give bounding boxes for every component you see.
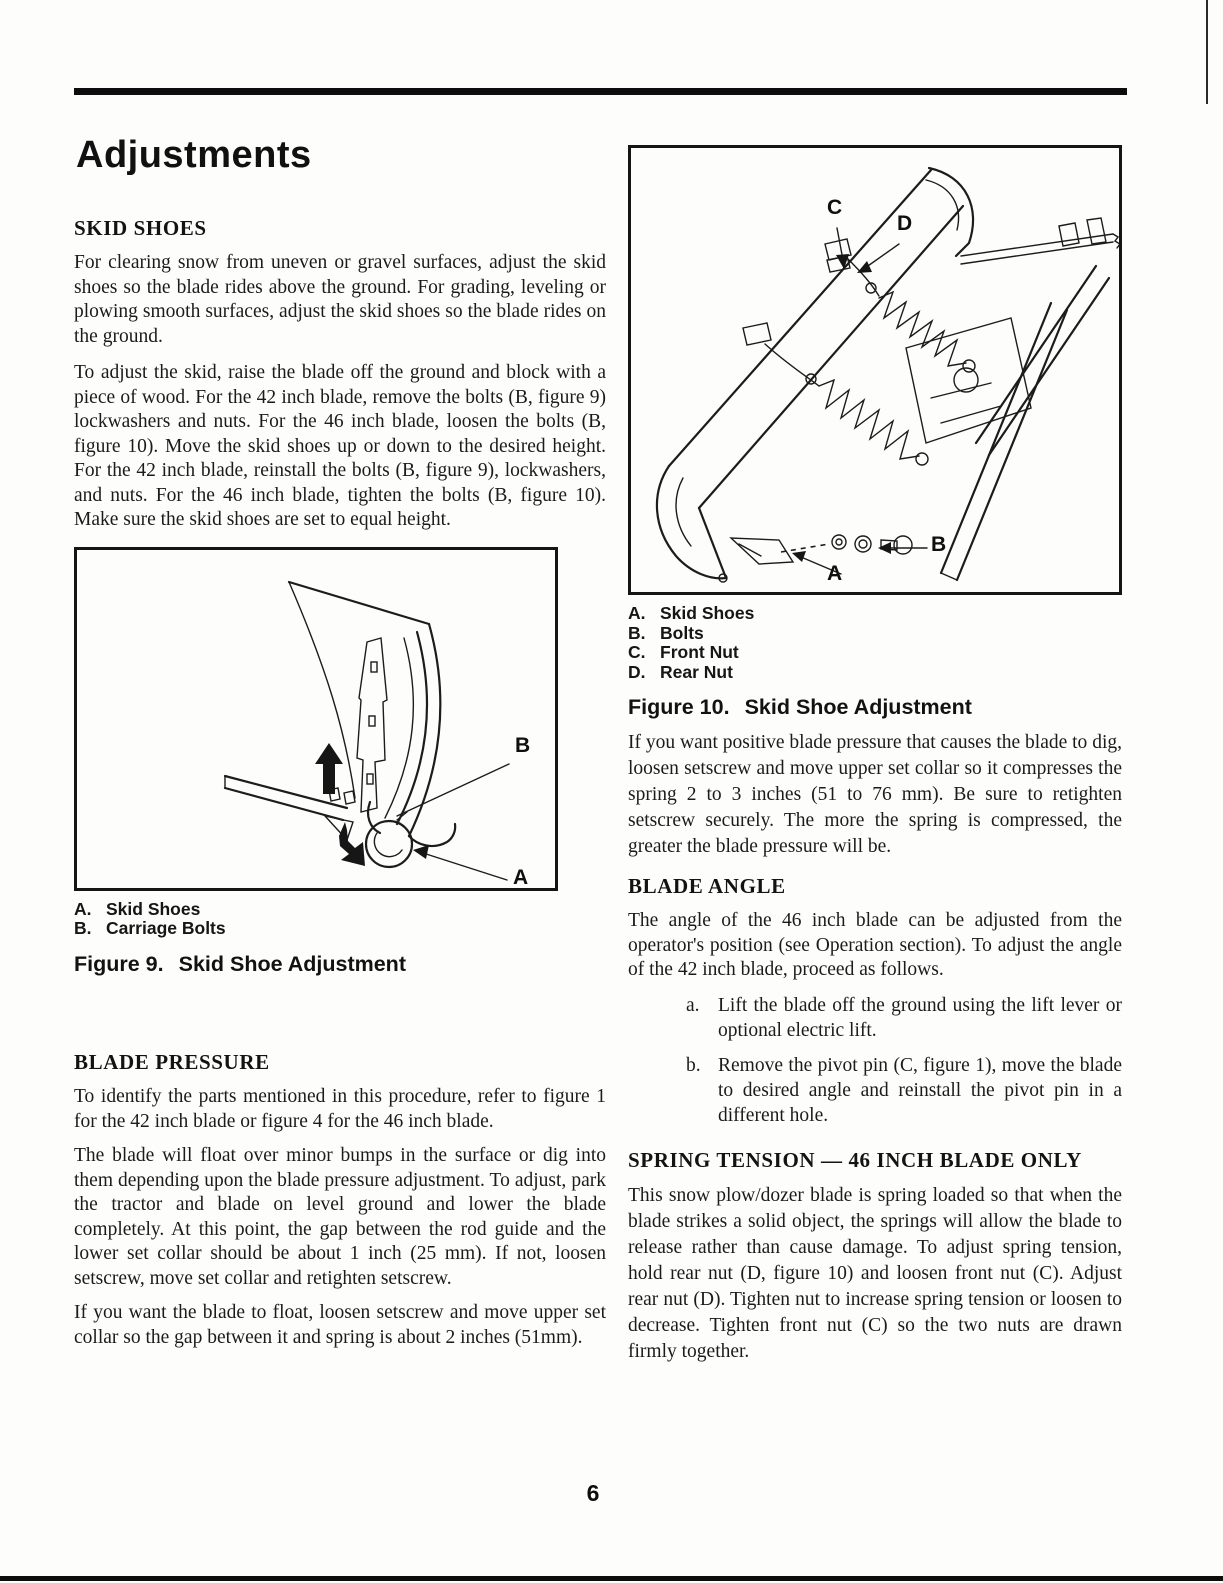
top-rule	[74, 88, 1127, 95]
paragraph-blade-pressure-2: The blade will float over minor bumps in the surface or dig into them depending upon the blade pressure adjustment. To adjust, park the tractor and blade on level ground and lower the blade completely. At this point, the gap between the rod guide and the lower set collar should be about 1 inch (25 mm). If not, loosen setscrew, move set collar and retighten setscrew.	[74, 1145, 606, 1289]
paragraph-skid-shoes-2: To adjust the skid, raise the blade off the ground and block with a piece of wood. For the 42 inch blade, remove the bolts (B, figure 9) lockwashers and nuts. For the 46 inch blade, loosen the bolts (B, figure 10). Move the skid shoes up or down to the desired height. For the 42 inch blade, reinstall the bolts (B, figure 9), lockwashers, and nuts. For the 46 inch blade, tighten the bolts (B, figure 10). Make sure the skid shoes are set to equal height.	[74, 362, 606, 530]
paragraph-blade-pressure-3: If you want the blade to float, loosen setscrew and move upper set collar so the gap between it and spring is about 2 inches (51mm).	[74, 1302, 606, 1348]
figure10-caption: Figure 10. Skid Shoe Adjustment	[628, 695, 972, 719]
scan-artifact	[1206, 0, 1208, 104]
left-column	[74, 216, 606, 977]
figure9-image	[74, 547, 558, 891]
spring-tension-section	[628, 1148, 1122, 1365]
figure9-key-item: A. Skid Shoes	[74, 898, 201, 919]
paragraph-skid-shoes-1: For clearing snow from uneven or gravel surfaces, adjust the skid shoes so the blade rides above the ground. For grading, leveling or plowing smooth surfaces, adjust the skid shoes so the blade rides on the ground.	[74, 252, 606, 347]
page-number: 6	[586, 1480, 600, 1506]
figure9-drawing	[77, 550, 555, 888]
page-title: Adjustments	[76, 134, 312, 176]
list-item-a: a. Lift the blade off the ground using the lift lever or optional electric lift.	[686, 994, 1122, 1041]
figure10-drawing	[631, 148, 1119, 592]
figure9-caption: Figure 9. Skid Shoe Adjustment	[74, 951, 406, 976]
figure10-key-item: C. Front Nut	[628, 642, 739, 662]
bottom-rule	[0, 1576, 1223, 1581]
right-column	[628, 145, 1122, 860]
paragraph-blade-angle: The angle of the 46 inch blade can be adjusted from the operator's position (see Operation section). To adjust the angle of the 42 inch blade, proceed as follows.	[628, 910, 1122, 980]
figure10-callout-d: D	[897, 212, 913, 235]
figure10-callout-c: C	[827, 196, 843, 219]
figure10-image	[628, 145, 1122, 595]
figure10-key-item: A. Skid Shoes	[628, 603, 755, 623]
blade-angle-section	[628, 874, 1122, 1128]
section-heading-spring-tension: SPRING TENSION — 46 INCH BLADE ONLY	[628, 1148, 1082, 1172]
paragraph-blade-pressure-1: To identify the parts mentioned in this procedure, refer to figure 1 for the 42 inch blade or figure 4 for the 46 inch blade.	[74, 1086, 606, 1132]
figure10-key	[628, 604, 1122, 682]
list-item-b: b. Remove the pivot pin (C, figure 1), move the blade to desired angle and reinstall the pivot pin in a different hole.	[686, 1054, 1122, 1126]
figure9-callout-b: B	[515, 733, 531, 757]
section-heading-blade-pressure: BLADE PRESSURE	[74, 1050, 270, 1074]
figure10-key-item: D. Rear Nut	[628, 661, 733, 682]
figure9-key-item: B. Carriage Bolts	[74, 918, 226, 938]
figure9-callout-a: A	[513, 865, 529, 889]
figure9-key	[74, 900, 606, 939]
figure10-callout-a: A	[827, 562, 843, 585]
figure10-key-item: B. Bolts	[628, 622, 704, 643]
section-heading-skid-shoes: SKID SHOES	[74, 216, 207, 240]
figure10-callout-b: B	[931, 533, 947, 556]
paragraph-spring-tension: This snow plow/dozer blade is spring loaded so that when the blade strikes a solid object, the springs will allow the blade to release rather than cause damage. To adjust spring tension, hold rear nut (D, figure 10) and loosen front nut (C). Adjust rear nut (D). Tighten nut to increase spring tension or loosen to decrease. Tighten front nut (C) so the two nuts are drawn firmly together.	[628, 1185, 1122, 1362]
blade-pressure-section	[74, 1050, 606, 1350]
paragraph-figure10: If you want positive blade pressure that causes the blade to dig, loosen setscrew and move upper set collar so it compresses the spring 2 to 3 inches (51 to 76 mm). Be sure to retighten setscrew securely. The more the spring is compressed, the greater the blade pressure will be.	[628, 732, 1122, 857]
section-heading-blade-angle: BLADE ANGLE	[628, 874, 786, 898]
